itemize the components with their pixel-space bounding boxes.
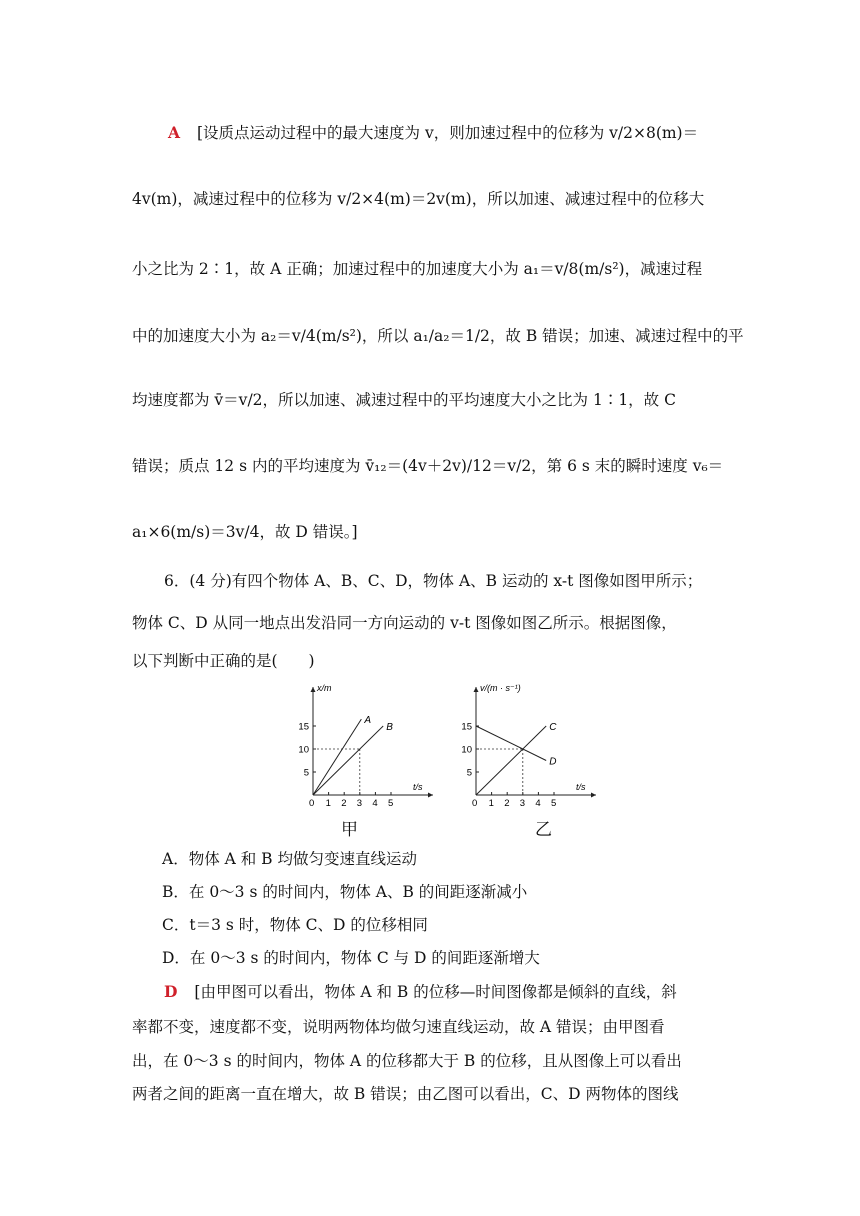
solution-5-line-3: 小之比为 2∶1，故 A 正确；加速过程中的加速度大小为 a₁＝v/8(m/s²)，减速过程 [132,260,703,278]
y-axis-arrow [311,687,316,692]
graph-yi-caption: 乙 [535,820,552,840]
x-axis-arrow [591,793,596,798]
series-label-C: C [549,722,557,733]
question-6-stem-2: 物体 C、D 从同一地点出发沿同一方向运动的 v-t 图像如图乙所示。根据图像， [132,614,677,632]
x-axis-label: t/s [576,782,586,792]
x-tick-label: 4 [372,798,378,809]
y-tick-label: 5 [466,767,472,779]
solution-5-line-5: 均速度都为 v̄＝v/2，所以加速、减速过程中的平均速度大小之比为 1∶1，故 C [132,391,676,409]
solution-5-line-4: 中的加速度大小为 a₂＝v/4(m/s²)，所以 a₁/a₂＝1/2，故 B 错误；加速、减速过程中的平 [132,327,744,345]
graph-jia-svg [285,675,445,810]
series-line-B [313,726,383,795]
answer-letter: A [168,123,181,142]
graph-jia [285,675,445,810]
x-tick-label: 1 [488,798,494,809]
graph-yi-svg [448,675,608,810]
solution-5-line-7: a₁×6(m/s)＝3v/4，故 D 错误。] [132,523,358,541]
solution-6-line-1: D [由甲图可以看出，物体 A 和 B 的位移—时间图像都是倾斜的直线，斜 [164,982,677,1001]
solution-5-line-6: 错误；质点 12 s 内的平均速度为 v̄₁₂＝(4v＋2v)/12＝v/2，第 6 s 末的瞬时速度 v₆＝ [132,457,724,475]
series-label-B: B [386,722,393,733]
option-b: B．在 0～3 s 的时间内，物体 A、B 的间距逐渐减小 [162,883,528,901]
y-tick-label: 10 [461,744,472,756]
x-tick-label: 0 [472,798,478,809]
x-tick-label: 3 [519,798,526,809]
x-axis-arrow [428,793,433,798]
series-line-D [476,726,546,761]
solution-6-line-4: 两者之间的距离一直在增大，故 B 错误；由乙图可以看出，C、D 两物体的图线 [132,1085,679,1103]
series-line-C [476,726,546,795]
option-a: A．物体 A 和 B 均做匀变速直线运动 [162,850,417,868]
solution-6-line-3: 出，在 0～3 s 的时间内，物体 A 的位移都大于 B 的位移，且从图像上可以看出 [132,1052,682,1070]
y-tick-label: 5 [303,767,309,779]
solution-5-line-1: A [设质点运动过程中的最大速度为 v，则加速过程中的位移为 v/2×8(m)＝ [168,123,699,142]
graph-yi [448,675,608,810]
x-tick-label: 5 [388,798,394,809]
question-6-stem-1: 6．(4 分)有四个物体 A、B、C、D，物体 A、B 运动的 x-t 图像如图甲所示； [164,572,703,590]
graph-jia-caption: 甲 [341,820,358,840]
solution-5-line-2: 4v(m)，减速过程中的位移为 v/2×4(m)＝2v(m)，所以加速、减速过程中的位移大 [132,190,705,208]
series-label-A: A [364,715,372,727]
x-axis-label: t/s [413,782,423,792]
series-label-D: D [549,756,557,768]
y-tick-label: 15 [461,721,472,733]
x-tick-label: 1 [325,798,331,809]
y-axis-label: v/(m · s⁻¹) [480,683,521,693]
x-tick-label: 2 [504,798,510,809]
y-axis-label: x/m [317,683,332,693]
answer-letter: D [164,982,178,1001]
y-tick-label: 10 [298,744,309,756]
solution-6-line-2: 率都不变，速度都不变，说明两物体均做匀速直线运动，故 A 错误；由甲图看 [132,1018,665,1036]
x-tick-label: 3 [356,798,363,809]
x-tick-label: 0 [309,798,315,809]
option-c: C．t＝3 s 时，物体 C、D 的位移相同 [162,916,428,934]
y-tick-label: 15 [298,721,309,733]
x-tick-label: 2 [341,798,347,809]
question-6-stem-3: 以下判断中正确的是( ) [132,652,315,670]
y-axis-arrow [474,687,479,692]
x-tick-label: 4 [535,798,541,809]
x-tick-label: 5 [551,798,557,809]
series-line-A [313,719,361,795]
option-d: D．在 0～3 s 的时间内，物体 C 与 D 的间距逐渐增大 [162,949,540,967]
